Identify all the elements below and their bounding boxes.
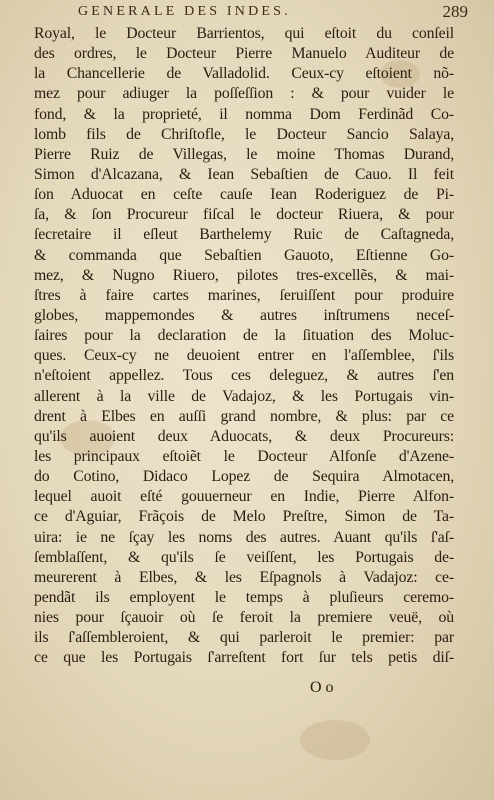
text-line: ques. Ceux-cy ne deuoient entrer en l'aſſemblee, ſ'ils [34,347,454,365]
text-line: lomb fils de Chriſtofle, le Docteur Sancio Salaya, [34,125,454,143]
text-line: ſtres à faire cartes marines, ſeruiſſent pour produire [34,286,454,304]
text-line: ils ſ'aſſembleroient, & qui parleroit le premier: par [34,629,454,647]
text-line: Simon d'Alcazana, & Iean Sebaſtien de Cauo. Il feit [34,165,454,183]
text-line: Royal, le Docteur Barrientos, qui eſtoit du conſeil [34,25,454,42]
page-number: 289 [442,2,468,21]
text-line: do Cotino, Didaco Lopez de Sequira Almotacen, [34,468,454,486]
text-line: pendãt ils employent le temps à pluſieurs ceremo- [34,588,454,606]
text-line: les principaux eſtoiẽt le Docteur Alfonſe d'Azene- [34,447,454,465]
text-line: n'eſtoient appellez. Tous ces deleguez, & autres ſ'en [34,367,454,385]
text-line: globes, mappemondes & autres inſtrumens neceſ- [34,306,454,324]
text-line: ſemblaſſent, & qu'ils ſe veiſſent, les Portugais de- [34,548,454,566]
text-line: qu'ils auoient deux Aduocats, & deux Procureurs: [34,427,454,445]
text-line: fond, & la proprieté, il nomma Dom Ferdinãd Co- [34,105,454,123]
text-line: drent à Elbes en auſſi grand nombre, & plus: par ce [34,407,454,425]
text-line: mez pour adiuger la poſſeſſion : & pour vuider le [34,85,454,103]
paper-stain [300,720,370,760]
body-text [34,24,454,669]
text-line: ce d'Aguiar, Frãçois de Melo Preſtre, Simon de Ta- [34,508,454,526]
text-line: ſaires pour la declaration de la ſituation des Moluc- [34,327,454,345]
text-line: nies pour ſçauoir où ſe feroit la premiere veuë, où [34,609,454,627]
signature-mark: Oo [310,679,338,696]
text-line: Pierre Ruiz de Villegas, le moine Thomas Durand, [34,145,454,163]
text-line: meurerent à Elbes, & les Eſpagnols à Vadajoz: ce- [34,568,454,586]
text-line: & commanda que Sebaſtien Gauoto, Eſtienne Go- [34,246,454,264]
text-line: ſa, & ſon Procureur fiſcal le docteur Riuera, & pour [34,206,454,224]
text-line: la Chancellerie de Valladolid. Ceux-cy eſtoient nõ- [34,65,454,83]
text-line: mez, & Nugno Riuero, pilotes tres-excellẽs, & mai- [34,266,454,284]
text-line: des ordres, le Docteur Pierre Manuelo Auditeur de [34,45,454,63]
text-line: ſon Aduocat en ceſte cauſe Iean Roderiguez de Pi- [34,186,454,204]
text-line: ſecretaire il eſleut Barthelemy Ruic de Caſtagneda, [34,226,454,244]
running-title: GENERALE DES INDES. [78,4,291,19]
text-line: allerent à la ville de Vadajoz, & les Portugais vin- [34,387,454,405]
text-line: ce que les Portugais ſ'arreſtent fort ſur tels petis diſ- [34,649,454,667]
text-line: lequel auoit eſté gouuerneur en Indie, Pierre Alfon- [34,488,454,506]
page-header [78,2,468,22]
text-line: uira: ie ne ſçay les noms des autres. Auant qu'ils ſ'aſ- [34,528,454,546]
